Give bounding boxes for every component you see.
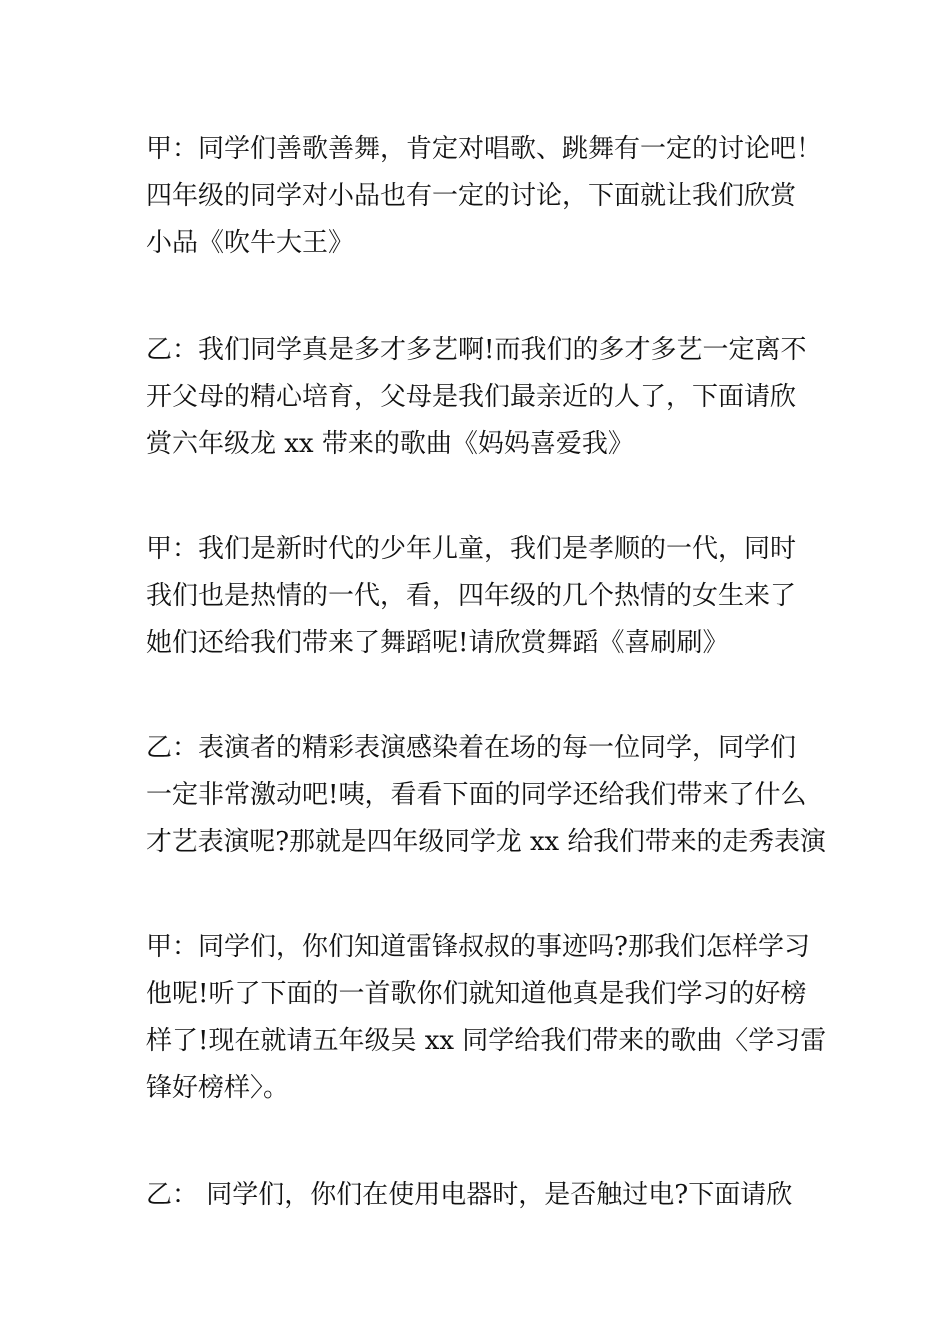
text-line: 小品《吹牛大王》 xyxy=(146,228,355,258)
text-line: 乙：我们同学真是多才多艺啊!而我们的多才多艺一定离不 xyxy=(146,335,807,365)
text-line: 甲：我们是新时代的少年儿童，我们是孝顺的一代，同时 xyxy=(146,534,797,564)
text-line: 锋好榜样〉。 xyxy=(146,1073,290,1103)
text-line: 他呢!听了下面的一首歌你们就知道他真是我们学习的好榜 xyxy=(146,979,807,1009)
paragraph-6 xyxy=(146,1172,826,1219)
paragraph-1 xyxy=(146,126,826,267)
text-line: 开父母的精心培育，父母是我们最亲近的人了，下面请欣 xyxy=(146,382,797,412)
text-line: 赏六年级龙 xx 带来的歌曲《妈妈喜爱我》 xyxy=(146,429,634,459)
text-line: 我们也是热情的一代，看，四年级的几个热情的女生来了 xyxy=(146,581,797,611)
paragraph-3 xyxy=(146,526,826,667)
text-line: 甲：同学们善歌善舞，肯定对唱歌、跳舞有一定的讨论吧！ xyxy=(146,134,823,164)
text-line: 样了!现在就请五年级吴 xx 同学给我们带来的歌曲〈学习雷 xyxy=(146,1026,827,1056)
text-line: 乙：表演者的精彩表演感染着在场的每一位同学，同学们 xyxy=(146,733,797,763)
paragraph-5 xyxy=(146,924,826,1112)
paragraph-2 xyxy=(146,327,826,468)
text-line: 才艺表演呢?那就是四年级同学龙 xx 给我们带来的走秀表演 xyxy=(146,827,826,857)
text-line: 她们还给我们带来了舞蹈呢!请欣赏舞蹈《喜刷刷》 xyxy=(146,628,729,658)
text-line: 甲：同学们，你们知道雷锋叔叔的事迹吗?那我们怎样学习 xyxy=(146,932,810,962)
text-line: 四年级的同学对小品也有一定的讨论，下面就让我们欣赏 xyxy=(146,181,797,211)
paragraph-4 xyxy=(146,725,826,866)
text-line: 一定非常激动吧!咦，看看下面的同学还给我们带来了什么 xyxy=(146,780,807,810)
text-line: 乙： 同学们，你们在使用电器时，是否触过电?下面请欣 xyxy=(146,1180,793,1210)
